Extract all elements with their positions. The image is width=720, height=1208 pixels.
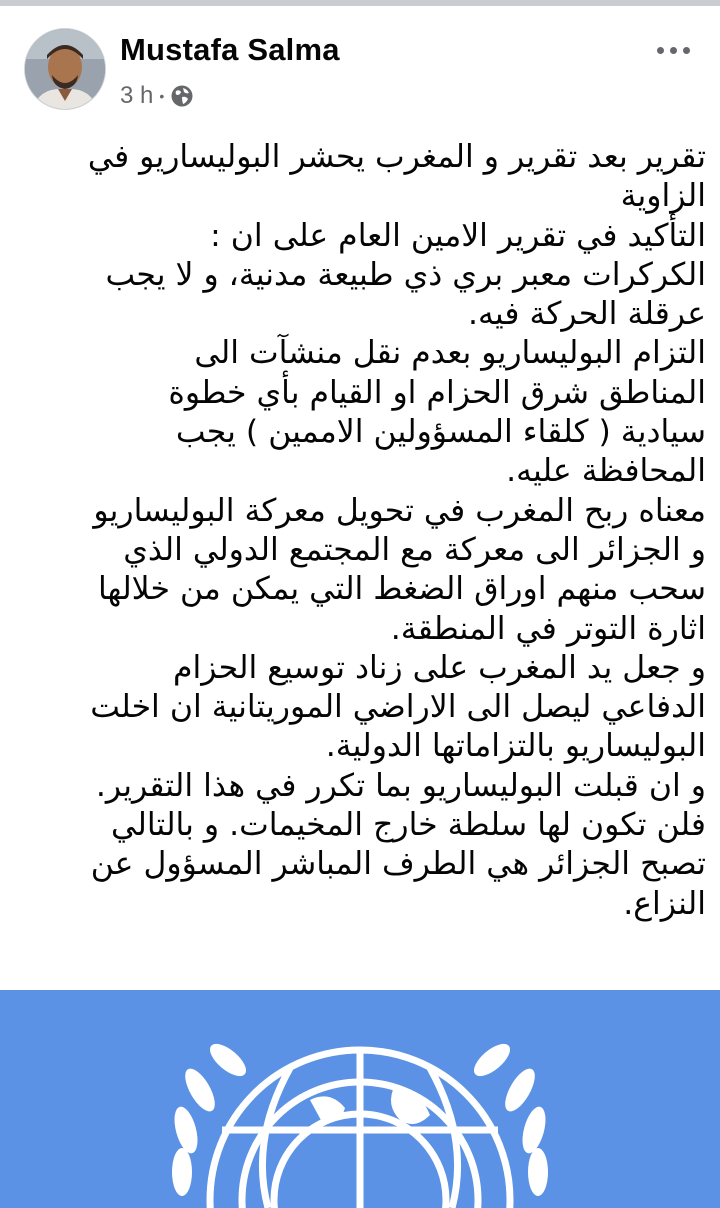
- post-paragraph: و ان قبلت البوليساريو بما تكرر في هذا التقرير. فلن تكون لها سلطة خارج المخيمات. و بالتالي تصبح الجزائر هي الطرف المباشر المسؤول عن النزاع.: [90, 767, 706, 922]
- post-meta: [120, 82, 194, 110]
- post-time[interactable]: 3 h: [120, 82, 154, 109]
- post-paragraph: التزام البوليساريو بعدم نقل منشآت الى المناطق شرق الحزام او القيام بأي خطوة سيادية ( كلقاء المسؤولين الاممين ) يجب المحافظة عليه.: [168, 335, 706, 490]
- post-image[interactable]: [0, 990, 720, 1208]
- avatar[interactable]: [24, 28, 106, 110]
- more-options-icon[interactable]: [648, 30, 698, 70]
- meta-separator: •: [159, 88, 165, 104]
- un-emblem-icon: [0, 990, 720, 1208]
- post-paragraph: الكركرات معبر بري ذي طبيعة مدنية، و لا يجب عرقلة الحركة فيه.: [105, 256, 706, 333]
- post-text: [80, 138, 706, 924]
- post-header: [0, 6, 720, 128]
- post-paragraph: و جعل يد المغرب على زناد توسيع الحزام الدفاعي ليصل الى الاراضي الموريتانية ان اخلت البوليساريو بالتزاماتها الدولية.: [90, 649, 706, 765]
- post-paragraph: معناه ربح المغرب في تحويل معركة البوليساريو و الجزائر الى معركة مع المجتمع الدولي الذي سحب منهم اوراق الضغط التي يمكن من خلالها اثارة التوتر في المنطقة.: [93, 492, 706, 647]
- author-name[interactable]: Mustafa Salma: [120, 32, 340, 67]
- post-paragraph: التأكيد في تقرير الامين العام على ان :: [210, 217, 706, 254]
- post-paragraph: تقرير بعد تقرير و المغرب يحشر البوليساريو في الزاوية: [87, 139, 706, 215]
- avatar-photo: [25, 29, 105, 109]
- globe-icon[interactable]: [170, 84, 194, 108]
